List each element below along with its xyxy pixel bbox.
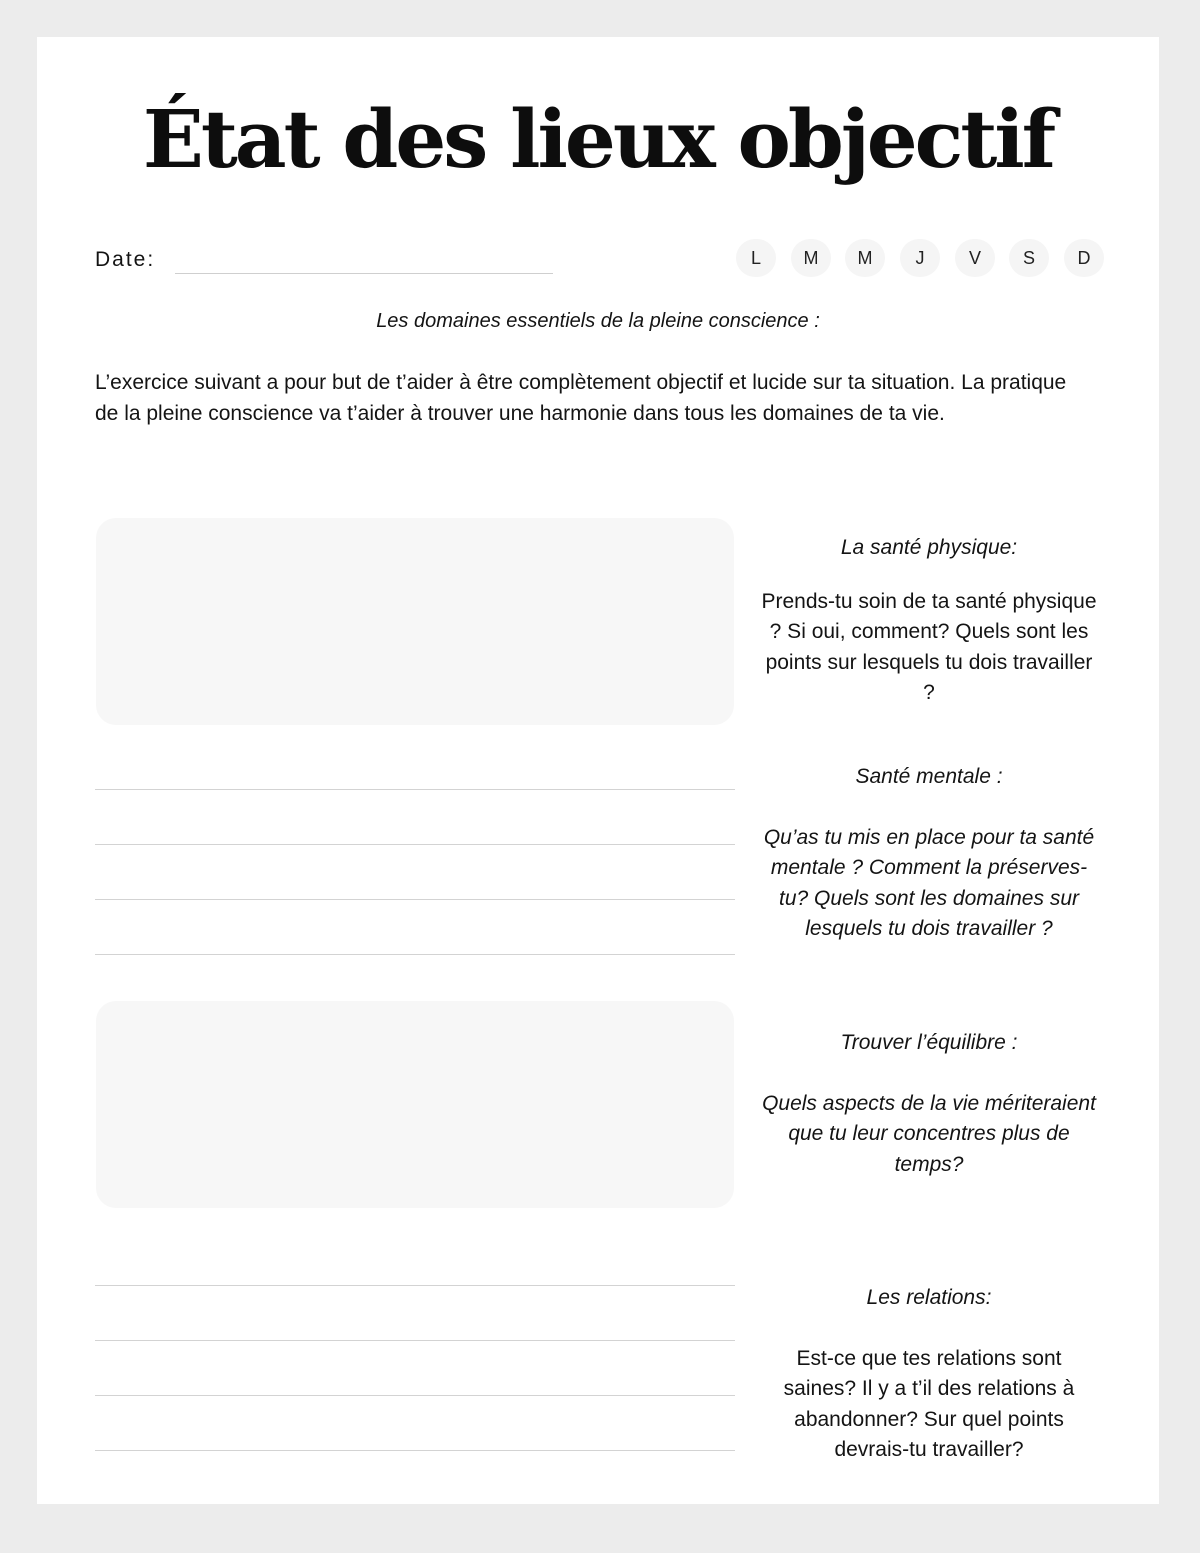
prompt-body: Quels aspects de la vie mériteraient que tu leur concentres plus de temps? <box>762 1092 1096 1176</box>
prompt-title: La santé physique: <box>840 536 1018 559</box>
prompt-balance <box>759 1028 1099 1180</box>
prompt-title: Trouver l’équilibre : <box>840 1031 1018 1054</box>
page-title: État des lieux objectif <box>142 92 1054 186</box>
prompt-body: Qu’as tu mis en place pour ta santé mentale ? Comment la préserves-tu? Quels sont les domaines sur lesquels tu dois travailler ? <box>763 826 1095 940</box>
prompt-title: Santé mentale : <box>855 765 1003 788</box>
section-subtitle: Les domaines essentiels de la pleine conscience : <box>376 310 820 332</box>
answer-line[interactable] <box>95 1285 735 1286</box>
prompt-relationships <box>759 1283 1099 1465</box>
prompt-title: Les relations: <box>866 1286 992 1309</box>
prompt-physical-health <box>759 533 1099 708</box>
answer-line[interactable] <box>95 1340 735 1341</box>
answer-line[interactable] <box>95 789 735 790</box>
prompt-mental-health <box>759 762 1099 944</box>
weekday-thursday[interactable]: J <box>900 239 940 277</box>
weekday-friday[interactable]: V <box>955 239 995 277</box>
date-label: Date: <box>95 248 156 271</box>
answer-line[interactable] <box>95 1395 735 1396</box>
prompt-body: Prends-tu soin de ta santé physique ? Si oui, comment? Quels sont les points sur lesquels tu dois travailler ? <box>761 590 1097 704</box>
answer-box-physical-health[interactable] <box>96 518 734 725</box>
weekday-tuesday[interactable]: M <box>791 239 831 277</box>
weekday-selector <box>736 239 1104 277</box>
weekday-sunday[interactable]: D <box>1064 239 1104 277</box>
answer-line[interactable] <box>95 844 735 845</box>
answer-line[interactable] <box>95 954 735 955</box>
answer-line[interactable] <box>95 1450 735 1451</box>
worksheet-page <box>37 37 1159 1504</box>
prompt-body: Est-ce que tes relations sont saines? Il y a t’il des relations à abandonner? Sur quel points devrais-tu travailler? <box>783 1347 1075 1461</box>
answer-line[interactable] <box>95 899 735 900</box>
weekday-wednesday[interactable]: M <box>845 239 885 277</box>
weekday-saturday[interactable]: S <box>1009 239 1049 277</box>
weekday-monday[interactable]: L <box>736 239 776 277</box>
date-input-line[interactable] <box>175 273 553 274</box>
intro-paragraph: L’exercice suivant a pour but de t’aider à être complètement objectif et lucide sur ta situation. La pratique de la pleine conscience va t’aider à trouver une harmonie dans tous les domaines de ta vie. <box>95 371 1067 425</box>
answer-box-balance[interactable] <box>96 1001 734 1208</box>
